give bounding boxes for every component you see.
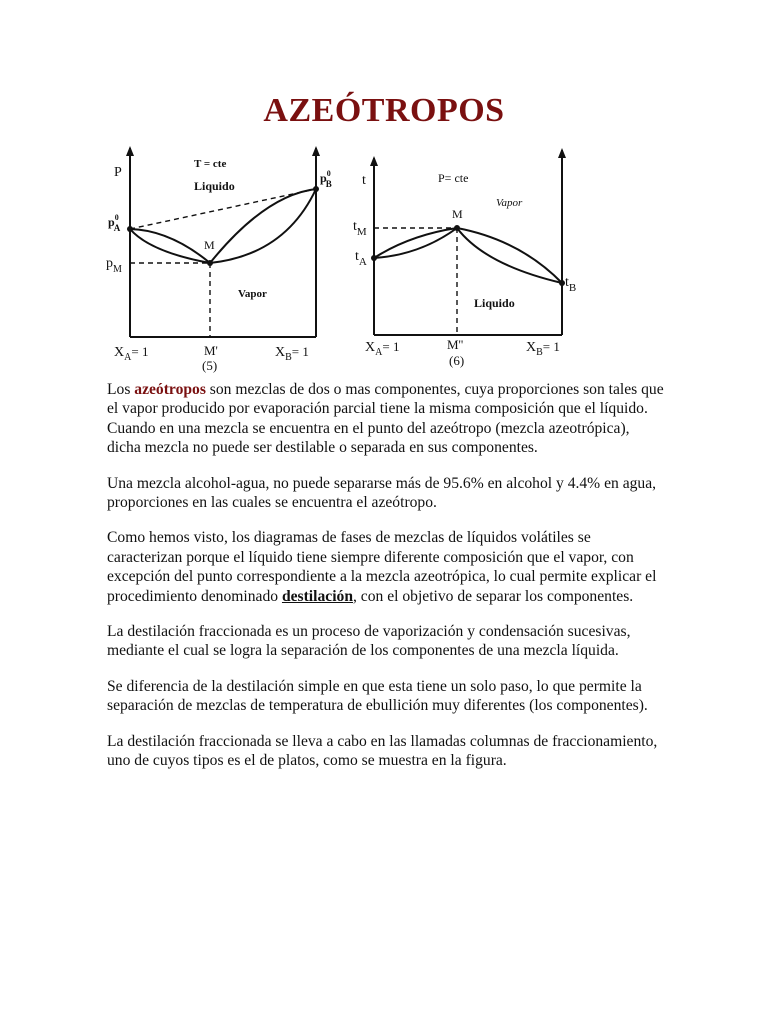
d2-region-vapor: Vapor [496, 197, 523, 209]
d2-xA-sub: A [375, 347, 383, 358]
d1-x-left-label [114, 344, 148, 363]
page-title: AZEÓTROPOS [263, 92, 505, 129]
phase-diagrams [100, 140, 600, 375]
d2-xA: X [365, 340, 376, 355]
d2-label-tA [355, 249, 367, 268]
d1-xA-val: = 1 [131, 344, 149, 359]
d1-pB-sup: 0 [326, 169, 331, 178]
d2-curve-upper-left [374, 228, 457, 258]
d1-xA: X [114, 345, 125, 360]
d2-tB-sub: B [568, 282, 577, 294]
d2-xB-sub: B [536, 347, 543, 358]
d2-tA-sub: A [358, 256, 367, 268]
d1-left-axis-arrow [126, 146, 134, 156]
d2-curve-lower-right [457, 228, 562, 283]
d1-label-p: P [114, 165, 122, 180]
p3-start: Como hemos visto, los diagramas de fases de mezclas de líquidos volátiles se caracterizan porque el líquido tiene siempre diferente composición que el vapor, con excepción del punto correspondiente a la mezcla azeotrópica, lo cual permite explicar el procedimiento denominado [107, 529, 657, 605]
d2-xB: X [526, 340, 537, 355]
d1-pB-sub: B [325, 179, 332, 189]
d1-pA-main: p [108, 215, 115, 229]
d1-curve-upper-left [130, 229, 210, 263]
d2-tB-main: t [565, 275, 569, 290]
p1-start: Los [107, 381, 135, 398]
d2-xA-val: = 1 [382, 339, 400, 354]
d2-curve-upper-right [457, 228, 562, 283]
p3-rest: , con el objetivo de separar los componentes. [353, 587, 634, 605]
d2-tM-sub: M [356, 226, 367, 238]
d1-pA-sub: A [113, 223, 121, 233]
d1-xB-val: = 1 [291, 344, 309, 359]
d2-x-left-label [365, 339, 399, 358]
phase-diagrams-svg [100, 140, 600, 375]
d2-x-mid: M'' [447, 337, 464, 352]
d2-tM-main: t [353, 219, 357, 234]
d2-label-tB [565, 275, 576, 294]
paragraph-6: La destilación fraccionada se lleva a cabo en las llamadas columnas de fraccionamiento, uno de cuyos tipos es el de platos, como se muestra en la figura. [107, 732, 658, 770]
d2-figure-number: (6) [449, 353, 465, 368]
diagram-1 [106, 146, 332, 373]
d2-label-M: M [452, 207, 463, 221]
d1-x-mid: M' [204, 343, 218, 358]
d2-label-tM [353, 219, 367, 238]
d2-point-M [454, 225, 460, 231]
d2-label-t: t [362, 173, 366, 188]
paragraph-4: La destilación fraccionada es un proceso de vaporización y condensación sucesivas, mediante el cual se logra la separación de los componentes de una mezcla líquida. [107, 623, 631, 660]
body-text [107, 380, 667, 787]
paragraph-5: Se diferencia de la destilación simple en que esta tiene un solo paso, lo que permite la separación de mezclas de temperatura de ebullición muy diferentes (los componentes). [107, 677, 648, 715]
term-azeotropos: azeótropos [134, 381, 206, 398]
diagram-2 [353, 148, 576, 368]
d1-label-pB [320, 169, 332, 189]
d1-pM-sub: M [113, 264, 122, 275]
d1-point-pB [313, 186, 319, 192]
d1-pB-main: p [320, 171, 327, 185]
d2-tA-main: t [355, 249, 359, 264]
d2-condition: P= cte [438, 171, 469, 185]
d1-x-right-label [275, 344, 309, 363]
d1-label-pM [106, 256, 122, 275]
d2-left-axis-arrow [370, 156, 378, 166]
d1-pA-sup: 0 [114, 213, 119, 222]
d1-xA-sub: A [124, 352, 132, 363]
d1-region-vapor: Vapor [238, 288, 267, 300]
d1-pM-main: p [106, 256, 113, 271]
paragraph-3 [107, 528, 667, 606]
d2-point-tA [371, 255, 377, 261]
d2-right-axis-arrow [558, 148, 566, 158]
d1-condition: T = cte [194, 158, 227, 170]
d1-point-pA [127, 226, 133, 232]
d1-right-axis-arrow [312, 146, 320, 156]
d1-ideal-line [130, 189, 316, 229]
d1-region-liquid: Liquido [194, 179, 235, 193]
d2-xB-val: = 1 [542, 339, 560, 354]
d1-label-M: M [204, 238, 215, 252]
d1-xB-sub: B [285, 352, 292, 363]
d1-point-M [207, 260, 213, 266]
destilacion-link[interactable]: destilación [281, 587, 353, 605]
d2-curve-lower-left [374, 228, 457, 258]
d2-region-liquid: Liquido [474, 296, 515, 310]
d1-figure-number: (5) [202, 358, 218, 373]
d2-x-right-label [526, 339, 560, 358]
d1-xB: X [275, 345, 286, 360]
paragraph-1 [107, 380, 667, 458]
d1-curve-lower-left [130, 229, 210, 263]
paragraph-2: Una mezcla alcohol-agua, no puede separarse más de 95.6% en alcohol y 4.4% en agua, proporciones en las cuales se encuentra el azeótropo. [107, 474, 657, 512]
p1-rest: son mezclas de dos o mas componentes, cuya proporciones son tales que el vapor producido por evaporación parcial tiene la misma composición que el líquido. Cuando en una mezcla se encuentra en el punto del azeótropo (mezcla azeotrópica), dicha mezcla no puede ser destilable o separada en sus componentes. [107, 381, 664, 457]
d1-label-pA [108, 213, 121, 233]
